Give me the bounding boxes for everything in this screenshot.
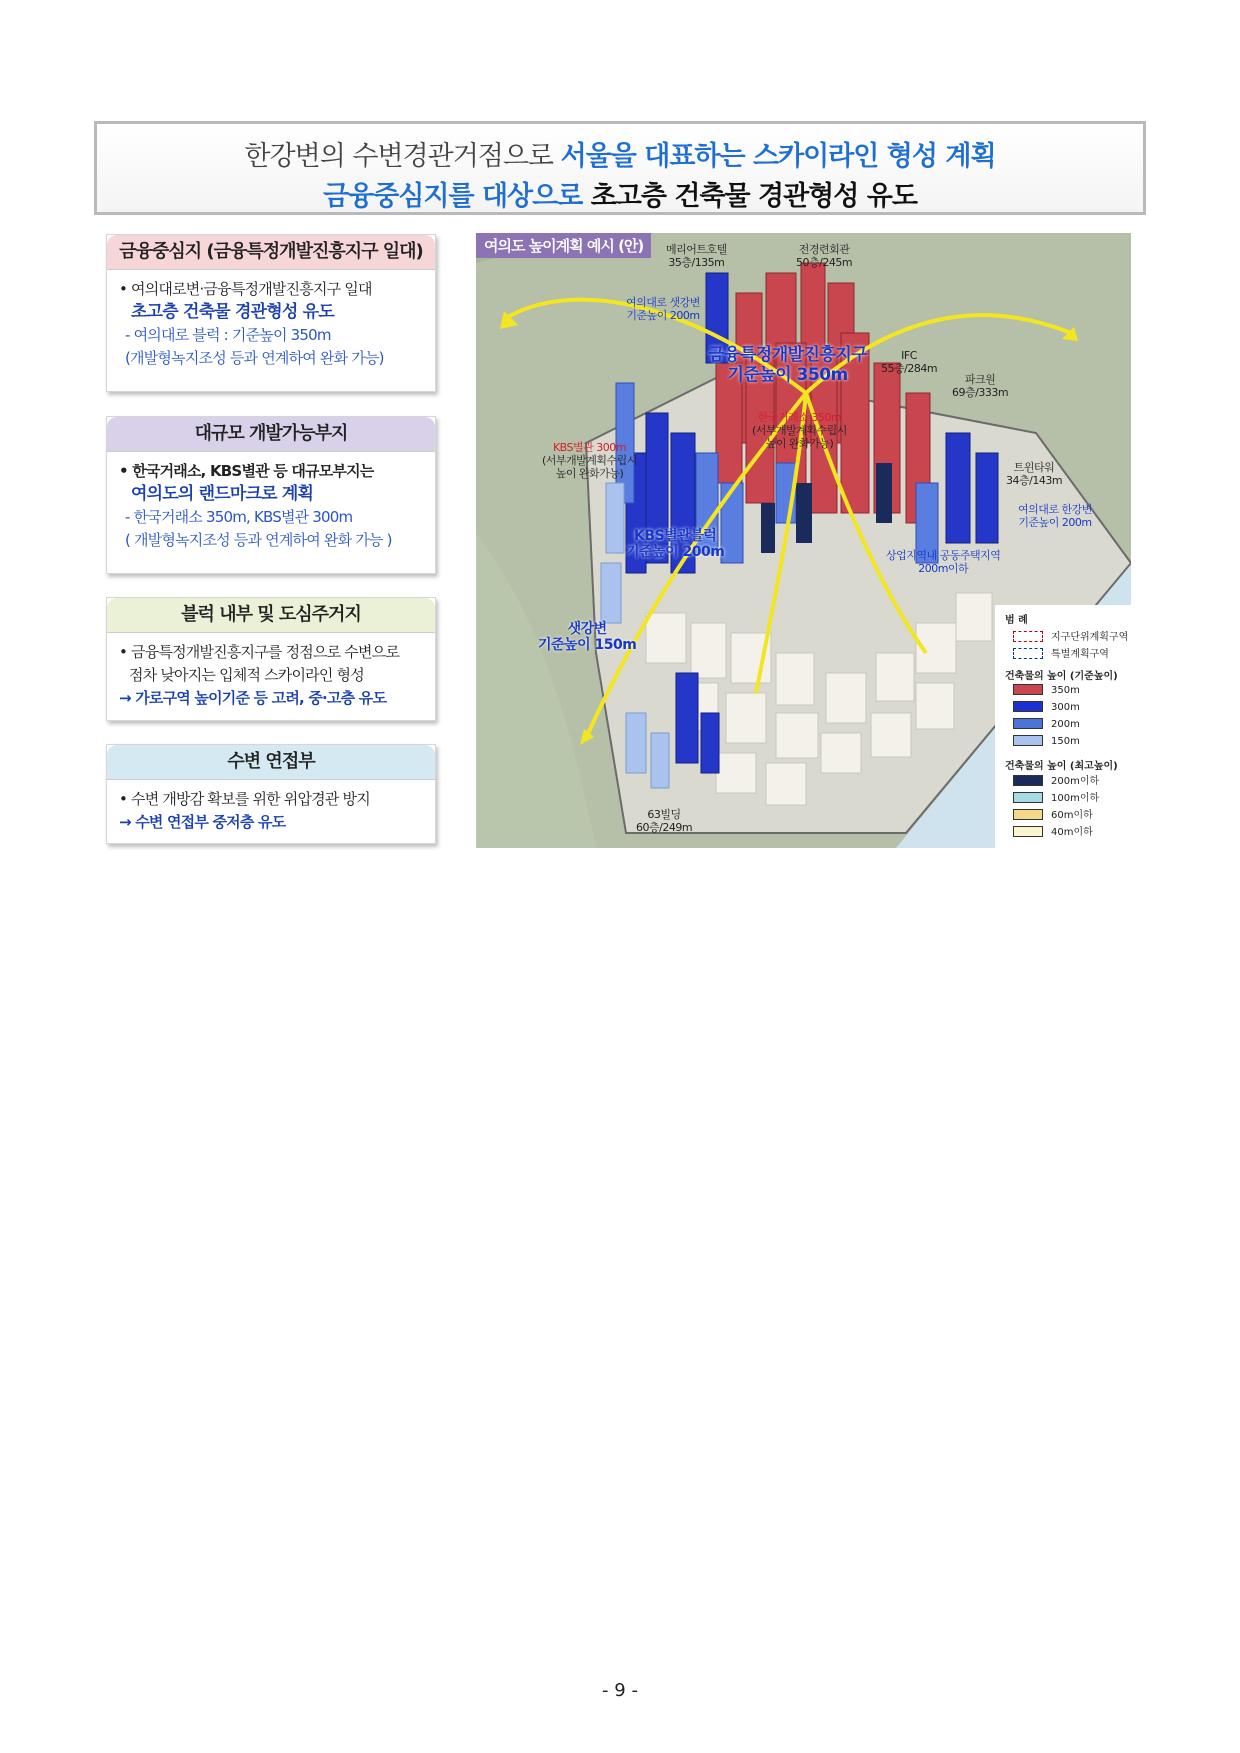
label-commercial [886,549,1000,575]
label-twin-height: 34층/143m [1006,474,1063,487]
legend-max-40-label: 40m이하 [1051,827,1093,838]
label-kbs [542,441,637,480]
header-line2-highlight: 금융중심지를 대상으로 [323,181,583,212]
legend-base-200-label: 200m [1051,719,1080,730]
header-line1-plain: 한강변의 수변경관거점으로 [244,141,561,172]
legend-title: 범 례 [1005,615,1028,626]
card-financial-center [106,234,436,392]
label-parc1 [952,373,1008,399]
legend-swatch-max-1 [1013,792,1043,803]
label-63-height: 60층/249m [636,821,693,834]
page-number: - 9 - [602,1680,638,1701]
label-marriott-name: 메리어트호텔 [666,243,727,256]
header-line2-plain: 초고층 건축물 경관형성 유도 [582,181,917,212]
label-kbs-line2: (서부개발계획수립시 [542,454,637,467]
card-block-interior [106,597,436,721]
label-krx [752,411,847,450]
card-body [107,270,435,378]
card-large-site [106,416,436,574]
label-ifc [881,349,937,375]
label-63-building [636,808,692,834]
label-fki-height: 50층/245m [796,256,853,269]
label-fki [796,243,852,269]
label-marriott [666,243,727,269]
label-marriott-height: 35층/135m [668,256,725,269]
label-kbs-block [626,528,724,560]
legend-base-300-label: 300m [1051,702,1080,713]
label-ifc-height: 55층/284m [881,362,938,375]
label-commercial-line1: 상업지역내 공동주택지역 [886,549,1001,562]
label-saet-150-line2: 기준높이 150m [538,637,637,653]
label-financial-line1: 금융특정개발진흥지구 [708,345,868,365]
legend-base-350-label: 350m [1051,685,1080,696]
legend-base-title: 건축물의 높이 (기준높이) [1005,671,1118,682]
card-waterfront [106,744,436,844]
card-bullet: • 수변 개방감 확보를 위한 위압경관 방지 [119,790,370,808]
header-line-2 [97,174,1143,213]
card-sub-2: ( 개발형녹지조성 등과 연계하여 완화 가능 ) [125,531,392,549]
card-title: 금융중심지 (금융특정개발진흥지구 일대) [107,235,435,270]
label-river-200-line2: 기준높이 200m [1018,516,1092,529]
legend-base-150-label: 150m [1051,736,1080,747]
legend-max-title: 건축물의 높이 (최고높이) [1005,761,1118,772]
label-kbs-block-line2: 기준높이 200m [626,544,725,560]
card-sub-1: - 한국거래소 350m, KBS별관 300m [125,508,353,526]
label-saet-200-line1: 여의대로 샛강변 [626,296,700,309]
label-commercial-line2: 200m이하 [918,562,969,575]
card-sub-1: - 여의대로 블럭 : 기준높이 350m [125,326,331,344]
label-kbs-block-line1: KBS별관블럭 [634,528,717,544]
legend-swatch-max-2 [1013,809,1043,820]
card-arrow: → 수변 연접부 중저층 유도 [119,813,286,831]
card-arrow: → 가로구역 높이기준 등 고려, 중·고층 유도 [119,689,387,707]
legend-max-60-label: 60m이하 [1051,810,1093,821]
label-financial-line2: 기준높이 350m [727,365,848,385]
card-title: 대규모 개발가능부지 [107,417,435,452]
label-fki-name: 전경련회관 [798,243,850,256]
map-tag: 여의도 높이계획 예시 (안) [476,233,651,258]
map-legend [995,605,1145,848]
label-river-200 [1018,503,1092,529]
card-bullet: • 여의대로변·금융특정개발진흥지구 일대 [119,280,372,298]
label-saet-200-line2: 기준높이 200m [626,309,700,322]
label-twin-tower [1006,461,1062,487]
label-river-200-line1: 여의대로 한강변 [1018,503,1092,516]
legend-district-label: 지구단위계획구역 [1051,632,1129,643]
label-kbs-line3: 높이 완화가능) [555,467,624,480]
label-krx-line3: 높이 완화가능) [765,437,834,450]
legend-swatch-max-0 [1013,775,1043,786]
legend-swatch-base-2 [1013,718,1043,729]
header-line-1 [97,134,1143,173]
card-body [107,452,435,560]
legend-swatch-max-3 [1013,826,1043,837]
card-sub-2: (개발형녹지조성 등과 연계하여 완화 가능) [125,349,384,367]
legend-swatch-base-3 [1013,735,1043,746]
label-ifc-name: IFC [901,349,917,362]
card-bullet-2: 점차 낮아지는 입체적 스카이라인 형성 [129,666,364,684]
label-financial-district [708,345,867,385]
label-kbs-line1: KBS별관 300m [552,441,626,454]
label-krx-line2: (서부개발계획수립시 [752,424,847,437]
legend-max-100-label: 100m이하 [1051,793,1100,804]
label-saet-200 [626,296,700,322]
card-body [107,780,435,842]
header-line1-highlight: 서울을 대표하는 스카이라인 형성 계획 [560,141,996,172]
label-saet-150-line1: 샛강변 [567,621,607,637]
card-title: 블럭 내부 및 도심주거지 [107,598,435,633]
label-63-name: 63빌딩 [647,808,681,821]
label-krx-line1: 한국거래소 350m [757,411,842,424]
header-banner [94,121,1146,215]
card-body [107,633,435,718]
label-parc-height: 69층/333m [952,386,1009,399]
card-bullet-1: • 금융특정개발진흥지구를 정점으로 수변으로 [119,643,400,661]
label-saet-150 [538,621,636,653]
card-bullet: • 한국거래소, KBS별관 등 대규모부지는 [119,462,374,480]
legend-special-label: 특별계획구역 [1051,649,1109,660]
legend-max-200-label: 200m이하 [1051,776,1100,787]
label-parc-name: 파크원 [964,373,996,386]
label-twin-name: 트윈타워 [1013,461,1055,474]
card-title: 수변 연접부 [107,745,435,780]
legend-swatch-base-0 [1013,684,1043,695]
card-emphasis: 초고층 건축물 경관형성 유도 [131,302,334,322]
card-emphasis: 여의도의 랜드마크로 계획 [131,484,314,504]
legend-swatch-base-1 [1013,701,1043,712]
